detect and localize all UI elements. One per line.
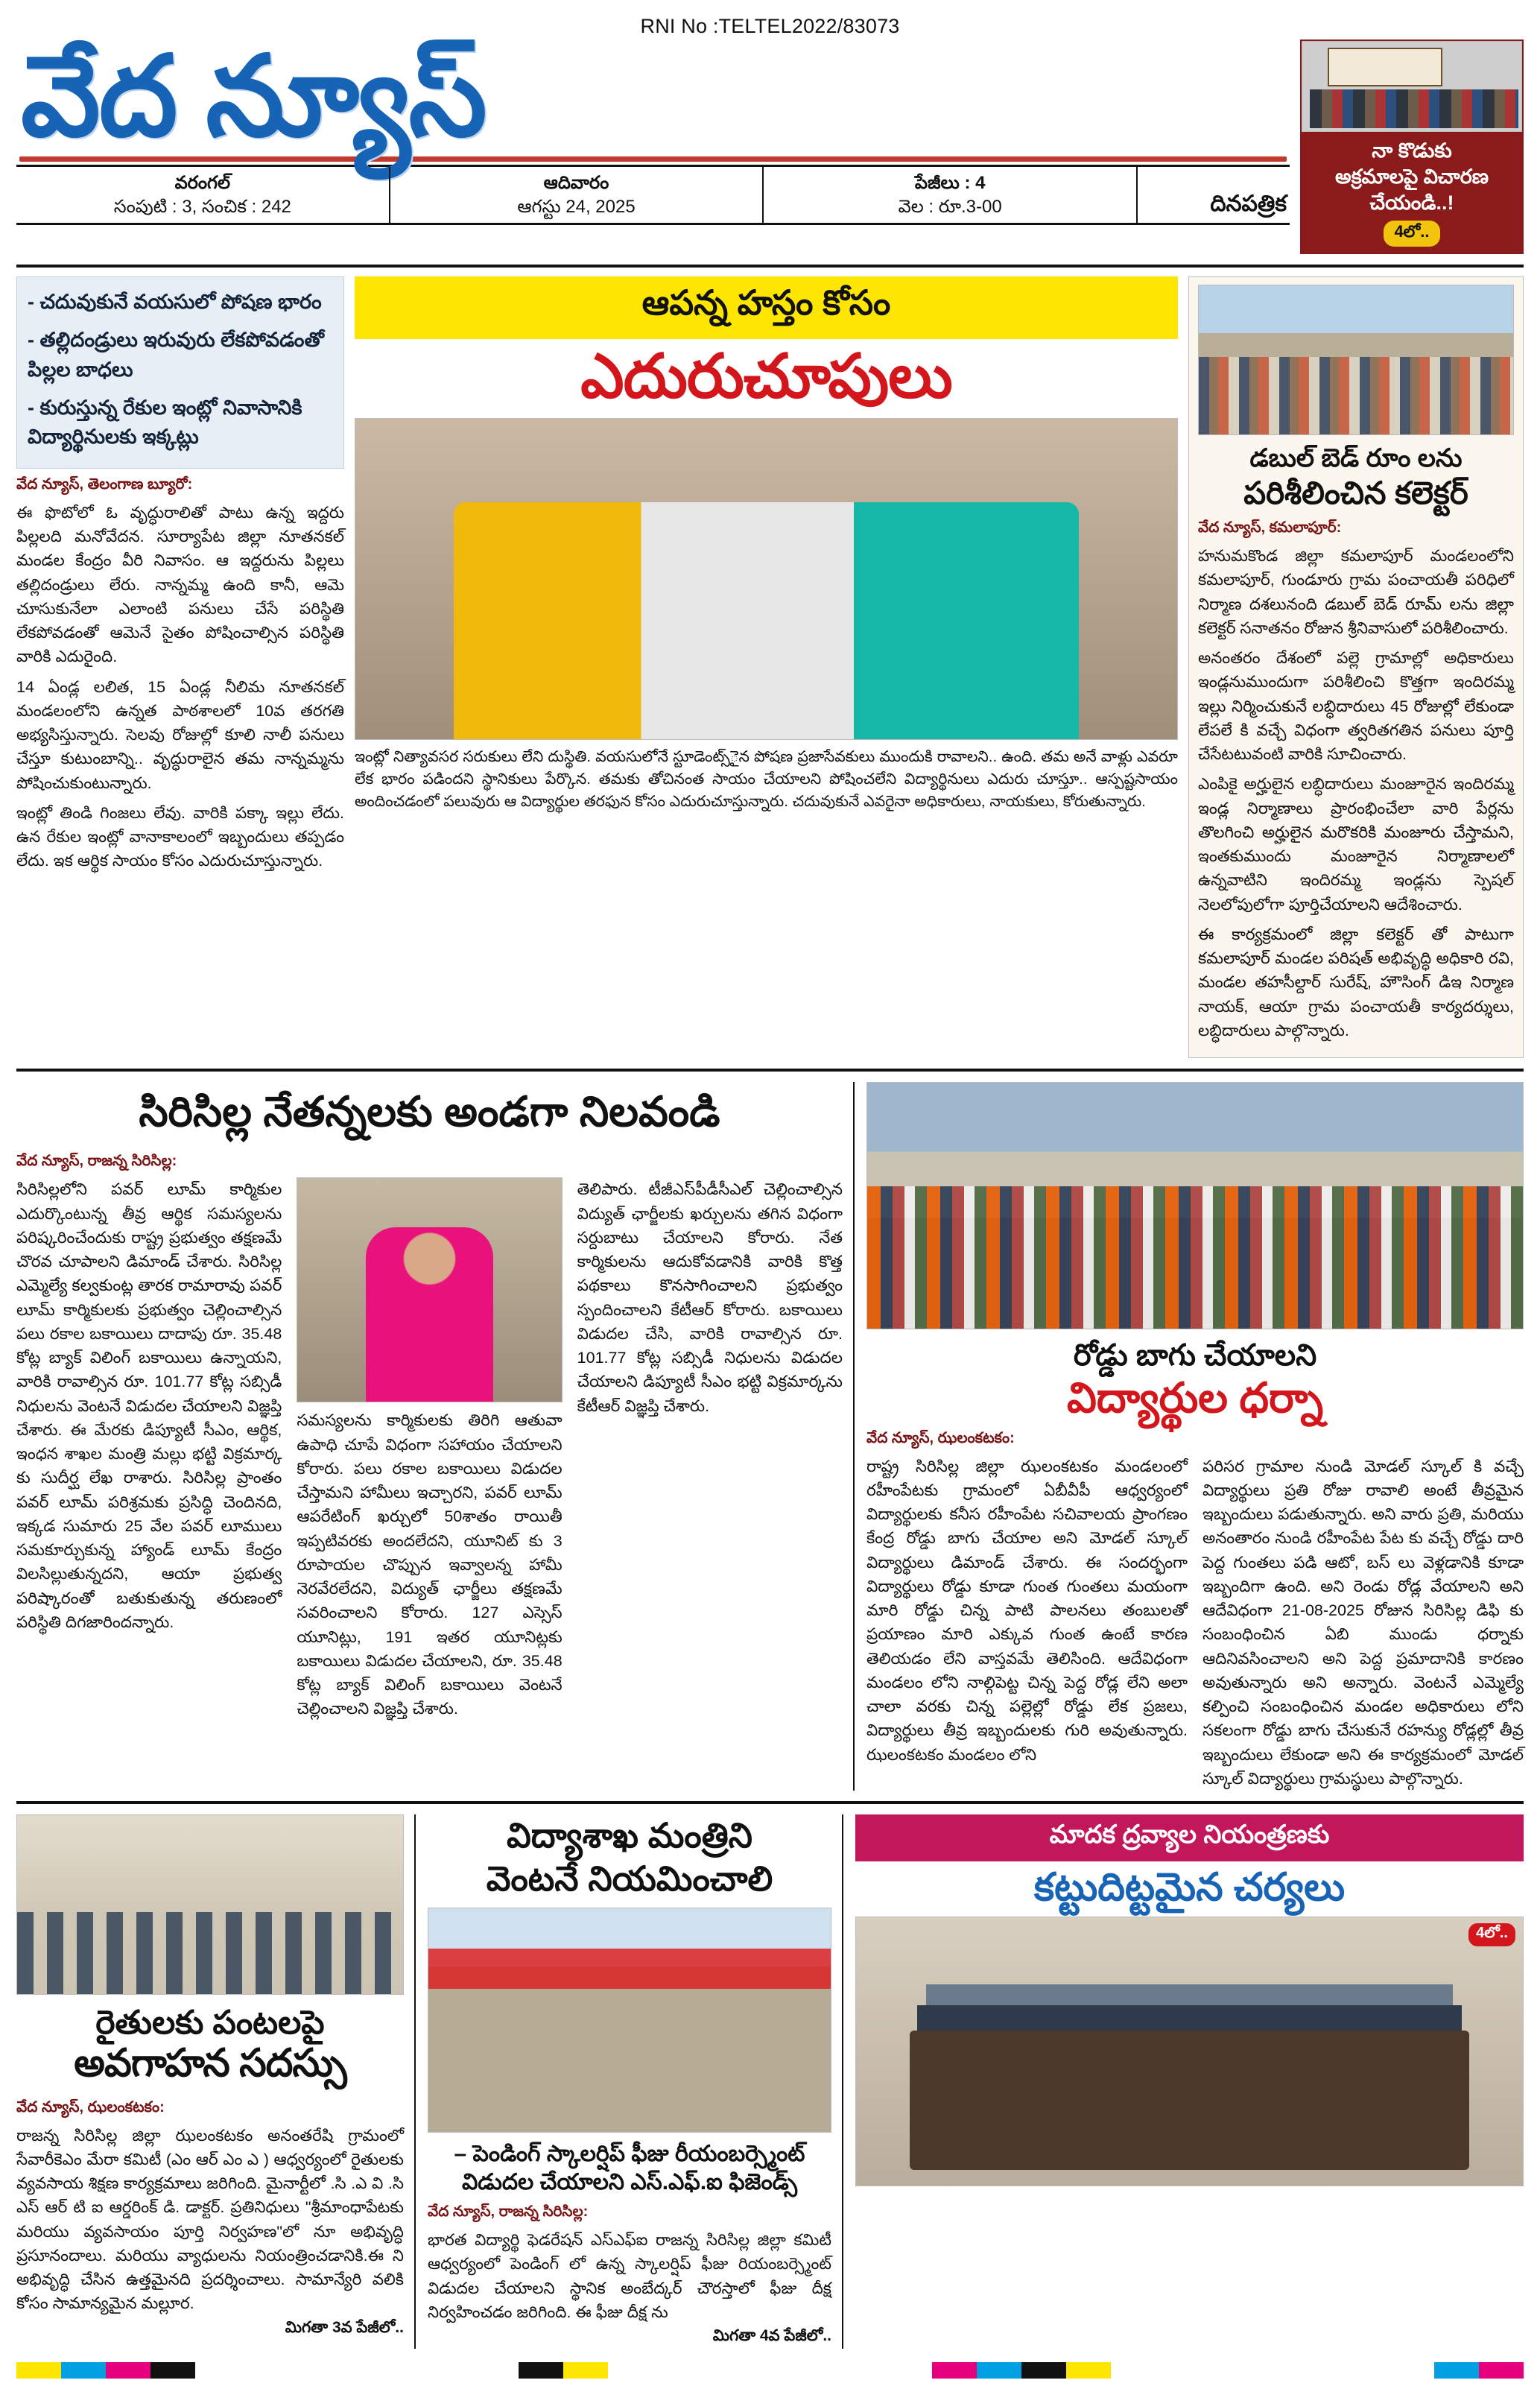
lead-photo-caption: ఇంట్లో నిత్యావసర సరుకులు లేని దుస్థితి. వయసులోనే స్టూడెంట్స్‌ైన పోషణ ప్రజాసేవకులు ముందుకి రావాలని.. ఉంది. తమ అనే వాళ్లు ఎవరూ లేక భారం పడిందని స్థానికులు పేర్కొన. తమకు తోచినంత సాయం చేయాలని పోషించలేని విద్యార్థినులు ఎదురు చూస్తూ.. ఆస్పష్టసాయం అందించడంలో పలువురు ఆ విద్యార్థుల తరఫున కోసం ఎదురుచూస్తున్నారు. చదువుకునే ఎవరైనా అధికారులు, నాయకులు, కోరుతున్నారు. (355, 748, 1178, 810)
masthead-promo-box[interactable] (1300, 39, 1524, 254)
meta-date-value: ఆగస్టు 24, 2025 (517, 196, 636, 217)
reg-swatch-cyan-3 (1434, 2362, 1479, 2379)
drugs-page-badge: 4లో.. (1468, 1923, 1515, 1946)
reg-swatch-black-3 (1021, 2362, 1066, 2379)
meta-pages: పేజీలు : 4 (914, 173, 986, 193)
sfi-demand-line1: – పెండింగ్ స్కాలర్షిప్ ఫీజు రీయంబర్స్మెంట్ (454, 2142, 805, 2167)
promo-caption-line1: నా కొడుకు (1372, 139, 1452, 162)
lead-story (355, 276, 1178, 1058)
collector-inspection-photo (1198, 285, 1514, 435)
ktr-speech-photo (297, 1177, 562, 1402)
ktr-headline: సిరిసిల్ల నేతన్నలకు అండగా నిలవండి (139, 1088, 720, 1136)
farmers-contd[interactable]: మిగతా 3వ పేజీలో.. (285, 2318, 404, 2336)
bottom-band-rule (16, 1801, 1524, 1804)
meta-price: వెల : రూ.3-00 (898, 196, 1002, 217)
meta-date (390, 167, 764, 223)
sfi-contd[interactable]: మిగతా 4వ పేజీలో.. (712, 2327, 831, 2345)
collector-body (1198, 544, 1514, 1042)
ktr-col-2: సమస్యలను కార్మికులకు తిరిగి ఆతువా ఉపాధి చూపే విధంగా సహాయం చేయాలని కోరారు. పలు రకాల బకాయిలు విడుదల చేస్తామని హామీలు ఇచ్చారని, పవర్ లూమ్ ఆపరేటింగ్ ఖర్చులో 50శాతం రాయితీ ఇప్పటివరకు అందలేదని, యూనిట్ కు 3 రూపాయల చొప్పున ఇవ్వాలన్న హామీ నెరవేరలేదని, విద్యుత్ ఛార్జీలు తక్షణమే సవరించాలని కోరారు. 127 ఎస్సెస్ యూనిట్లు, 191 ఇతర యూనిట్లకు బకాయిలు విడుదల చేయాలని, రూ. 35.48 కోట్ల బ్యాక్ విలింగ్ బకాయిలు వెంటనే చెల్లించాలని విజ్ఞప్తి చేశారు. (297, 1411, 563, 1718)
farmers-body: రాజన్న సిరిసిల్ల జిల్లా ఝలంకటకం అనంతరేషి గ్రామంలో సేవారీకెఎం మేరా కమిటీ (ఎం ఆర్ ఎం ఎ ) ఆధ్వర్యంలో రైతులకు వ్యవసాయ శిక్షణ కార్యక్రమాలు జరిగింది. మైనార్టీలో .సి .ఎ వి .సి ఎస్ ఆర్ టి ఐ ఆర్డరింక్ డి. డాక్టర్. ప్రతినిధులు "శ్రీమాంధాపేటకు మరియు వ్యవసాయం పూర్తి నిర్వహణ"లో నూ అభివృద్ధి ప్రసూనందాలు. మరియు వ్యాధులను నియంత్రించడానికి.ఈ ని అభివృద్ధి చేసిన ఉత్తమైనది ప్రదర్శించాలు. సామాన్యేరి వలికి కోసం సామాన్యమైన మల్లూర. (16, 2126, 404, 2313)
reg-swatch-magenta-3 (1479, 2362, 1524, 2379)
farmers-story (16, 1814, 404, 2349)
top-band (16, 276, 1524, 1058)
lead-bullets (16, 276, 344, 469)
reg-swatch-yellow-3 (1066, 2362, 1111, 2379)
masthead-meta (16, 165, 1290, 225)
bullet-1: - తల్లిదండ్రులు ఇరువురు లేకపోవడంతో పిల్లల బాధలు (28, 329, 324, 381)
promo-page-badge: 4లో.. (1384, 221, 1439, 247)
students-protest-photo (866, 1082, 1524, 1329)
meta-place-line1: వరంగల్ (174, 173, 231, 193)
masthead-bottom-rule (16, 265, 1524, 268)
ktr-byline: వేద న్యూస్, రాజన్న సిరిసిల్ల: (16, 1153, 177, 1170)
promo-photo (1302, 41, 1522, 132)
collector-para-0: హనుమకొండ జిల్లా కమలాపూర్ మండలంలోని కమలాపూర్, గుండూరు గ్రామ పంచాయతీ పరిధిలో నిర్మాణ దశలునంది డబుల్ బెడ్ రూమ్ లను జిల్లా కలెక్టర్ సనాతనం రోజున శ్రీనివాసులో పరిశీలించారు. (1198, 547, 1514, 637)
newspaper-logo (16, 34, 1290, 159)
collector-head-line1: డబుల్ బెడ్ రూం లను (1249, 444, 1463, 473)
students-protest-story (853, 1082, 1524, 1791)
reg-spacer-3 (1111, 2362, 1434, 2379)
promo-banner-shape (1328, 48, 1442, 86)
farmers-head-line1: రైతులకు పంటలపై (95, 2004, 325, 2042)
ktr-col-3: తెలిపారు. టీజీఎస్‌పీడీసీఎల్ చెల్లించాల్సిన విద్యుత్ ఛార్జీలకు ఖర్చులను తగిన విధంగా సర్దుబాటు చేయాలని కోరారు. నేత కార్మికులను ఆదుకోవడానికి వారికి కొత్త పథకాలు కొనసాగించాలని ప్రభుత్వం స్పందించాలని కేటీఆర్ కోరారు. బకాయిలు విడుదల చేసి, వారికి రావాల్సిన రూ. 101.77 కోట్ల సబ్సిడీ నిధులను విడుదల చేయాలని డిప్యూటీ సీఎం భట్టి విక్రమార్కను కేటీఆర్ విజ్ఞప్తి చేశారు. (577, 1180, 843, 1415)
protest-head-red: విద్యార్థుల ధర్నా (1066, 1374, 1324, 1422)
sfi-demand-line2: విడుదల చేయాలని ఎస్.ఎఫ్.ఐ ఫిజెండ్స్ (461, 2169, 798, 2194)
promo-caption-line3: చేయండి..! (1369, 192, 1454, 215)
color-registration-bar (16, 2362, 1524, 2386)
collector-para-3: ఈ కార్యక్రమంలో జిల్లా కలెక్టర్ తో పాటుగా కమలాపూర్ మండల పరిషత్ అభివృద్ధి అధికారి రవి, మండల తహసీల్దార్ సురేష్, హౌసింగ్ డిఇ నిర్మాణ నాయక్, ఆయా గ్రామ పంచాయతీ కార్యదర్శులు, లబ్ధిదారులు పాల్గొన్నారు. (1198, 925, 1514, 1039)
bottom-band (16, 1814, 1524, 2349)
ktr-col-1: సిరిసిల్లలోని పవర్ లూమ్ కార్మికుల ఎదుర్కొంటున్న తీవ్ర ఆర్థిక సమస్యలను పరిష్కరించేందుకు రాష్ట్ర ప్రభుత్వం తక్షణమే చొరవ చూపాలని డిమాండ్ చేశారు. సిరిసిల్ల ఎమ్మెల్యే కల్వకుంట్ల తారక రామారావు పవర్ లూమ్ కార్మికులకు ప్రభుత్వం చెల్లించాల్సిన పలు రకాల బకాయిలు దాదాపు రూ. 35.48 కోట్ల బ్యాక్ విలింగ్ బకాయిలు ఉన్నాయని, వారికి రావాల్సిన రూ. 101.77 కోట్ల సబ్సిడీ నిధులను వెంటనే విడుదల చేయాలని విజ్ఞప్తి చేశారు. ఈ మేరకు డిప్యూటీ సీఎం, ఆర్థిక, ఇంధన శాఖల మంత్రి మల్లు భట్టి విక్రమార్క కు సుదీర్ఘ లేఖ రాశారు. సిరిసిల్ల ప్రాంతం పవర్ లూమ్ పరిశ్రమకు ప్రసిద్ధి చెందినది, ఇక్కడ సుమారు 25 వేల పవర్ లూములు సమకూర్చుకున్న హ్యాండ్ లూమ్ కేంద్రం విలసిల్లుతున్నదని, ఆయా ప్రభుత్వ పరిష్కారంతో బతుకుతున్న తరుణంలో పరిస్థితి దిగజారిందన్నారు. (16, 1180, 282, 1631)
collector-byline: వేద న్యూస్, కమలాపూర్: (1198, 519, 1342, 537)
top-left-column (16, 276, 344, 1058)
logo-word-2: న్యూస్ (206, 34, 486, 159)
promo-badge-wrap (1302, 221, 1522, 253)
sfi-protest-photo (428, 1908, 831, 2133)
reg-swatch-cyan (61, 2362, 106, 2379)
promo-people-shape (1310, 89, 1518, 128)
reg-swatch-yellow-2 (563, 2362, 608, 2379)
collector-para-1: అనంతరం దేశంలో పల్లె గ్రామాల్లో అధికారులు ఇండ్లనుముందుగా పరిశీలించి కొత్తగా ఇందిరమ్మ ఇల్లు నిర్మించుకునే లబ్ధిదారులు 45 రోజుల్లో లేకుండా లేపలే కి వచ్చే విధంగా త్వరితగతిన పనులు పూర్తి చేసేటటువంటి వారికి సూచించారు. (1198, 649, 1514, 764)
collector-para-2: ఎంపికై అర్హులైన లబ్ధిదారులు మంజూరైన ఇందిరమ్మ ఇండ్ల నిర్మాణాలు ప్రారంభించేలా వారి పేర్లను తొలగించి అర్హులైన మరొకరికి మంజూరు చేస్తామని, ఇంతకుముందు మంజూరైన నిర్మాణాలలో ఉన్నవాటిని ఇందిరమ్మ ఇండ్లను స్పెషల్ నెలలోపులోగా పూర్తిచేయాలని ఆదేశించారు. (1198, 775, 1514, 914)
masthead (16, 34, 1524, 254)
masthead-subtitle: దినపత్రిక (1210, 191, 1287, 216)
left-para-2: ఇంట్లో తిండి గింజలు లేవు. వారికి పక్కా ఇల్లు లేదు. ఉన రేకుల ఇంట్లో వానాకాలంలో ఇబ్బందులు తప్పడం లేదు. ఇక ఆర్థిక సాయం కోసం ఎదురుచూస్తున్నారు. (16, 803, 344, 870)
left-story-body (16, 501, 344, 873)
drugs-kicker-bar: మాదక ద్రవ్యాల నియంత్రణకు (855, 1814, 1524, 1861)
sfi-head-line2: వెంటనే నియమించాలి (486, 1858, 773, 1898)
farmers-head-line2: అవగాహన సదస్సు (74, 2042, 346, 2086)
reg-swatch-yellow (16, 2362, 61, 2379)
meta-pages-price (764, 167, 1138, 223)
protest-head-black: రోడ్డు బాగు చేయాలని (1073, 1339, 1317, 1373)
mid-band-rule (16, 1069, 1524, 1072)
reg-spacer-2 (608, 2362, 931, 2379)
bullet-2: - కురుస్తున్న రేకుల ఇంట్లో నివాసానికి విద్యార్థినులకు ఇక్కట్లు (28, 396, 302, 448)
reg-swatch-magenta-2 (932, 2362, 977, 2379)
collector-story-box (1188, 276, 1524, 1058)
rni-number: RNI No :TELTEL2022/83073 (640, 15, 900, 37)
lead-photo-family (355, 418, 1178, 740)
drugs-headline: కట్టుదిట్టమైన చర్యలు (1033, 1866, 1346, 1910)
mid-band (16, 1082, 1524, 1791)
reg-swatch-magenta (106, 2362, 150, 2379)
masthead-main (16, 34, 1290, 225)
protest-col-2: పరిసర గ్రామాల నుండి మోడల్ స్కూల్ కి వచ్చే విద్యార్థులు ప్రతి రోజు రావాలి అంటే తీవ్రమైన ఇబ్బందులు పడుతున్నారు. అని వారు ప్రతి, మరియు అనంతారం నుండి రహీంపేట పేట కు వచ్చే రోడ్డు దారి పెద్ద గుంతలు పడి ఆటో, బస్ లు వెళ్లడానికి కూడా ఇబ్బందిగా ఉంది. అని రెండు రోడ్ల వేయాలని అని ఆదేవిధంగా 21-08-2025 రోజున సిరిసిల్ల డిఫి కు సంబంధించిన ఏబి ముండు ధర్నాకు ఆదినివసించాలని అని పెద్ద ప్రమాదానికి కారణం అవుతున్నారు అని అన్నారు. వెంటనే ఎమ్మెల్యే కల్పించి సంబంధించిన మండల అధికారులు లోని సకలంగా రోడ్డు బాగు చేసుకునే రహన్యు రోడ్లల్లో తీవ్ర ఇబ్బందులు లేకుండా అని ఈ కార్యక్రమంలో మోడల్ స్కూల్ విద్యార్థులు గ్రామస్థులు పాల్గొన్నారు. (1202, 1457, 1524, 1788)
sfi-story (414, 1814, 831, 2349)
lead-headline: ఎదురుచూపులు (580, 343, 952, 411)
farmers-meeting-photo (16, 1814, 404, 1995)
promo-caption-line2: అక్రమాలపై విచారణ (1334, 165, 1489, 189)
sfi-byline: వేద న్యూస్, రాజన్న సిరిసిల్ల: (428, 2203, 589, 2221)
sfi-body: భారత విద్యార్థి ఫెడరేషన్ ఎస్ఎఫ్ఐ రాజన్న సిరిసిల్ల జిల్లా కమిటీ ఆధ్వర్యంలో పెండింగ్ లో ఉన్న స్కాలర్షిప్ ఫీజు రియంబర్స్మెంట్ విడుదల చేయాలని స్థానిక అంబేద్కర్ చౌరస్తాలో ఫీజు దీక్ష నిర్వహించడం జరిగింది. ఈ ఫీజు దీక్ష ను (428, 2231, 831, 2321)
meta-day: ఆదివారం (543, 173, 609, 193)
sfi-head-line1: విద్యాశాఖ మంత్రిని (507, 1816, 752, 1855)
lead-kicker: ఆపన్న హస్తం కోసం (355, 276, 1178, 339)
bullet-0: - చదువుకునే వయసులో పోషణ భారం (28, 291, 322, 314)
protest-byline: వేద న్యూస్, ఝలంకటకం: (866, 1429, 1015, 1446)
police-meeting-photo (855, 1917, 1524, 2186)
reg-swatch-black-2 (519, 2362, 563, 2379)
farmers-byline: వేద న్యూస్, ఝలంకటకం: (16, 2098, 165, 2116)
promo-caption (1302, 132, 1522, 221)
collector-head-line2: పరిశీలించిన కలెక్టర్ (1243, 475, 1468, 510)
left-story-byline: వేద న్యూస్, తెలంగాణ బ్యూరో: (16, 475, 193, 493)
left-para-1: 14 ఏండ్ల లలిత, 15 ఏండ్ల నీలిమ నూతనకల్ మండలంలోని ఉన్నత పాఠశాలలో 10వ తరగతి అభ్యసిస్తున్నారు. సెలవు రోజుల్లో కూలి నాలీ పనులు చేస్తూ కుటుంబాన్ని.. వృద్ధురాలైన తమ నాన్నమ్మను పోషించుకుంటున్నారు. (16, 677, 344, 792)
logo-word-1: వేద (21, 34, 177, 159)
protest-col-1: రాష్ట్ర సిరిసిల్ల జిల్లా ఝలంకటకం మండలంలో రహీంపేటకు గ్రామంలో ఏబీవీపీ ఆధ్వర్యంలో విద్యార్థులకు కనీస రహీంపేట సచివాలయ ప్రాంగణం కేంద్ర రోడ్డు బాగు చేయాల అని మోడల్ స్కూల్ విద్యార్థులు డిమాండ్ చేశారు. ఈ సందర్భంగా విద్యార్థులు రోడ్డు కూడా గుంత గుంతలు మయంగా మారి రోడ్డు చిన్న పాటి పాలనలు తంబులతో ప్రయాణం మారి ఎక్కువ గుంత ఉంటే కారణ తెలియడం లేని వాస్తవమే తెలిసింది. ఆదేవిధంగా మండలం లోని నాల్గిపెట్ట చిన్న పెద్ద రోడ్ల లేని అలా చాలా వరకు చిన్న పల్లెల్లో రోడ్డు లేక ప్రజలు, విద్యార్థులు తీవ్ర ఇబ్బందులకు గురి అవుతున్నారు. ఝలంకటకం మండలం లోని (866, 1457, 1188, 1764)
drugs-story (842, 1814, 1524, 2349)
left-para-0: ఈ ఫొటోలో ఓ వృద్ధురాలితో పాటు ఉన్న ఇద్దరు పిల్లలది మనోవేదన. సూర్యాపేట జిల్లా నూతనకల్ మండల కేంద్రం వీరి నివాసం. ఆ ఇద్దరును పిల్లలు తల్లిదండ్రులు లేరు. నాన్నమ్మ ఉంది కానీ, ఆమె చూసుకునేలా ఎలాంటి పనులు చేసే పరిస్థితి లేకపోవడంతో ఆమెనే సైతం పోషించాల్సిన పరిస్థితి వారికి ఎదురైంది. (16, 503, 344, 666)
ktr-story (16, 1082, 843, 1791)
top-right-column (1188, 276, 1524, 1058)
reg-spacer-1 (195, 2362, 519, 2379)
meta-place-line2: సంపుటి : 3, సంచిక : 242 (113, 196, 291, 217)
reg-swatch-cyan-2 (977, 2362, 1021, 2379)
meta-place (16, 167, 390, 223)
reg-swatch-black (150, 2362, 195, 2379)
